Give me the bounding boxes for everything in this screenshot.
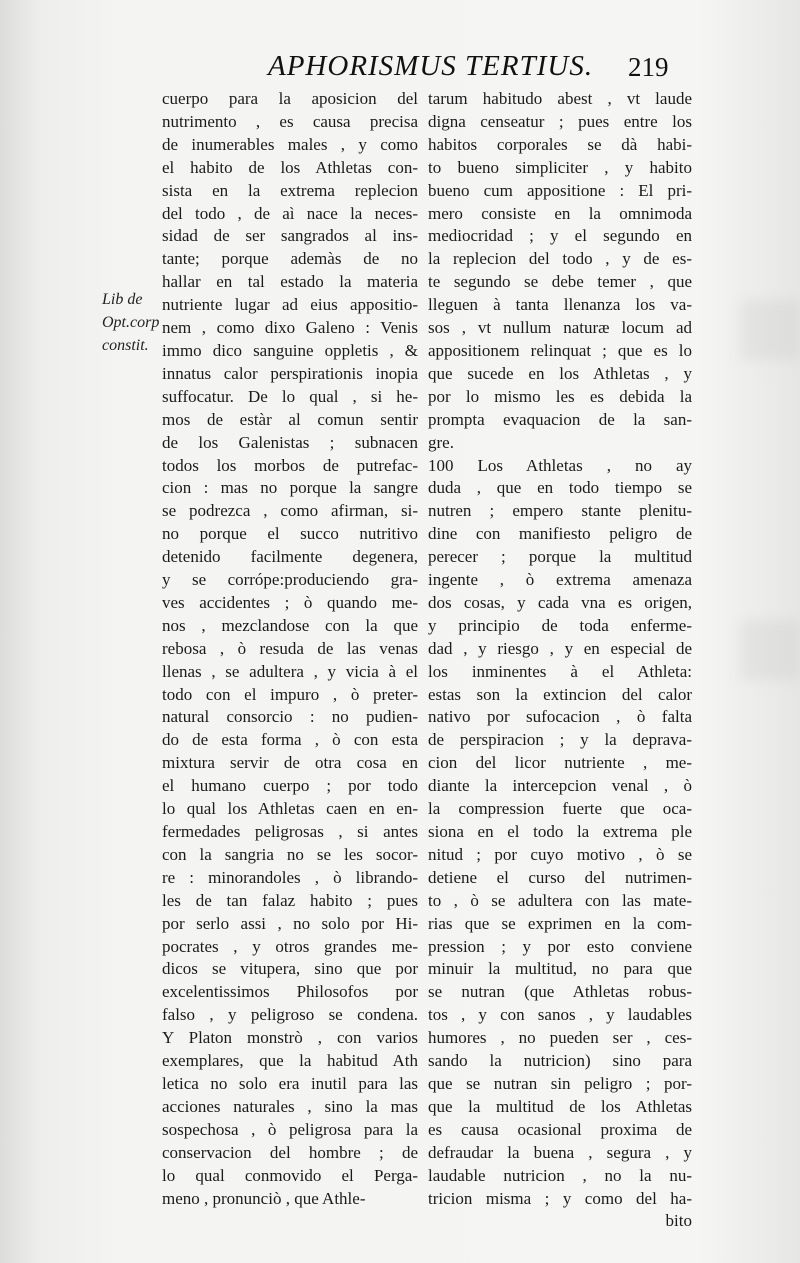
text-line: que se nutran sin peligro ; por-: [428, 1073, 692, 1093]
margin-note: [102, 288, 160, 357]
text-line: nativo por sufocacion , ò falta: [428, 707, 692, 727]
text-line: no porque el succo nutritivo: [162, 524, 418, 544]
text-line: y principio de toda enferme-: [428, 615, 692, 635]
bleed-through-mark: [740, 300, 800, 360]
text-line: innatus calor perspirationis inopia: [162, 363, 418, 383]
text-line: minuir la multitud, no para que: [428, 959, 692, 979]
text-line: perecer ; porque la multitud: [428, 547, 692, 567]
text-line: sidad de ser sangrados al ins-: [162, 226, 418, 246]
text-line: se nutran (que Athletas robus-: [428, 982, 692, 1002]
text-line: to bueno simpliciter , y habito: [428, 157, 692, 177]
text-line: lleguen à tanta llenanza los va-: [428, 295, 692, 315]
text-line: sospechosa , ò peligrosa para la: [162, 1119, 418, 1139]
text-line: todo con el impuro , ò preter-: [162, 684, 418, 704]
bleed-through-mark: [740, 620, 800, 680]
text-line: sando la nutricion) sino para: [428, 1051, 692, 1071]
text-line: mos de estàr al comun sentir: [162, 409, 418, 429]
text-line: fermedades peligrosas , si antes: [162, 822, 418, 841]
text-line: mixtura servir de otra cosa en: [162, 753, 418, 773]
text-line: que sucede en los Athletas , y: [428, 363, 692, 383]
text-line: 100 Los Athletas , no ay: [428, 455, 692, 475]
text-line: y se corrópe:produciendo gra-: [162, 570, 418, 590]
text-line: pocrates , y otros grandes me-: [162, 936, 418, 956]
text-line: tante; porque ademàs de no: [162, 249, 418, 269]
text-line: nutriente lugar ad eius appositio-: [162, 295, 418, 315]
text-line: diante la intercepcion venal , ò: [428, 776, 692, 796]
text-line: cion del licor nutriente , me-: [428, 753, 692, 773]
text-line: nem , como dixo Galeno : Venis: [162, 318, 418, 338]
text-line: de perspiracion ; y la deprava-: [428, 730, 692, 750]
text-line: tos , y con sanos , y laudables: [428, 1005, 692, 1025]
text-line: appositionem relinquat ; que es lo: [428, 340, 692, 360]
text-line: nos , mezclandose con la que: [162, 615, 418, 635]
text-line: con la sangria no se les socor-: [162, 844, 418, 864]
running-header-title: APHORISMUS TERTIUS.: [268, 50, 594, 82]
text-line: Y Platon monstrò , con varios: [162, 1028, 418, 1048]
text-line: se podrezca , como afirman, si-: [162, 501, 418, 521]
text-line: prompta evaquacion de la san-: [428, 409, 692, 429]
text-column-right: [428, 88, 692, 1233]
text-line: por serlo assi , no solo por Hi-: [162, 913, 418, 933]
text-line: suffocatur. De lo qual , si he-: [162, 386, 418, 406]
text-line: llenas , se adultera , y vicia à el: [162, 661, 418, 681]
text-line: mero consiste en la omnimoda: [428, 203, 692, 223]
text-line: sos , vt nullum naturæ locum ad: [428, 318, 692, 338]
text-line: lo qual los Athletas caen en en-: [162, 799, 418, 819]
text-line: el habito de los Athletas con-: [162, 157, 418, 177]
text-line: les de tan falaz habito ; pues: [162, 890, 418, 910]
text-line: mediocridad ; y el segundo en: [428, 226, 692, 246]
text-line: que la multitud de los Athletas: [428, 1096, 692, 1116]
text-line: lo qual conmovido el Perga-: [162, 1165, 418, 1185]
margin-note-line: Opt.corp: [102, 314, 160, 331]
text-line: de inumerables males , y como: [162, 134, 418, 154]
text-line: de los Galenistas ; subnacen: [162, 432, 418, 452]
text-line: la compression fuerte que oca-: [428, 799, 692, 819]
text-line: ves accidentes ; ò quando me-: [162, 592, 418, 612]
text-line: tarum habitudo abest , vt laude: [428, 89, 692, 108]
text-line: todos los morbos de putrefac-: [162, 455, 418, 475]
text-line: pression ; y por esto conviene: [428, 936, 692, 956]
text-line: dad , y riesgo , y en especial de: [428, 638, 692, 658]
text-line: del todo , de aì nace la neces-: [162, 203, 418, 223]
page-number: 219: [628, 52, 669, 82]
text-line: acciones naturales , sino la mas: [162, 1096, 418, 1116]
text-line: el humano cuerpo ; por todo: [162, 776, 418, 796]
text-column-left: [162, 88, 418, 1210]
text-line: nutrimento , es causa precisa: [162, 111, 418, 131]
text-line: laudable nutricion , no la nu-: [428, 1165, 692, 1185]
text-line: habitos corporales se dà habi-: [428, 134, 692, 154]
text-line: re : minorandoles , ò librando-: [162, 867, 418, 887]
text-line: te segundo se debe temer , que: [428, 272, 692, 292]
text-line: dos cosas, y cada vna es origen,: [428, 592, 692, 612]
margin-note-line: Lib de: [102, 291, 143, 308]
text-line: nitud ; por cuyo motivo , ò se: [428, 844, 692, 864]
text-line: humores , no pueden ser , ces-: [428, 1028, 692, 1048]
text-line: rias que se exprimen en la com-: [428, 913, 692, 933]
text-line: digna censeatur ; pues entre los: [428, 111, 692, 131]
text-line: por lo mismo les es debida la: [428, 386, 692, 406]
text-line: cion : mas no porque la sangre: [162, 478, 418, 498]
margin-note-line: constit.: [102, 337, 149, 354]
text-line: siona en el todo la extrema ple: [428, 822, 692, 841]
text-line: dicos se vitupera, sino que por: [162, 959, 418, 979]
text-line: tricion misma ; y como del ha-: [428, 1188, 692, 1208]
text-line: ingente , ò extrema amenaza: [428, 570, 692, 590]
text-line: meno , pronunciò , que Athle-: [162, 1188, 366, 1208]
text-line: natural consorcio : no pudien-: [162, 707, 418, 727]
text-line: cuerpo para la aposicion del: [162, 89, 418, 108]
text-line: excelentissimos Philosofos por: [162, 982, 418, 1002]
text-line: nutren ; empero stante plenitu-: [428, 501, 692, 521]
text-line: sista en la extrema replecion: [162, 180, 418, 200]
text-line: falso , y peligroso se condena.: [162, 1005, 418, 1025]
text-line: los inminentes à el Athleta:: [428, 661, 692, 681]
text-line: es causa ocasional proxima de: [428, 1119, 692, 1139]
text-line: conservacion del hombre ; de: [162, 1142, 418, 1162]
text-line: hallar en tal estado la materia: [162, 272, 418, 292]
text-line: bueno cum appositione : El pri-: [428, 180, 692, 200]
text-line: gre.: [428, 432, 454, 452]
text-line: detiene el curso del nutrimen-: [428, 867, 692, 887]
text-line: dine con manifiesto peligro de: [428, 524, 692, 544]
text-line: duda , que en todo tiempo se: [428, 478, 692, 498]
text-line: immo dico sanguine oppletis , &: [162, 340, 418, 360]
text-line: to , ò se adultera con las mate-: [428, 890, 692, 910]
text-line: detenido facilmente degenera,: [162, 547, 418, 567]
text-line: do de esta forma , ò con esta: [162, 730, 418, 750]
text-line: letica no solo era inutil para las: [162, 1073, 418, 1093]
text-line: bito: [665, 1211, 692, 1231]
text-line: rebosa , ò resuda de las venas: [162, 638, 418, 658]
text-line: defraudar la buena , segura , y: [428, 1142, 692, 1162]
text-line: la replecion del todo , y de es-: [428, 249, 692, 269]
text-line: estas son la extincion del calor: [428, 684, 692, 704]
text-line: exemplares, que la habitud Ath: [162, 1051, 418, 1071]
